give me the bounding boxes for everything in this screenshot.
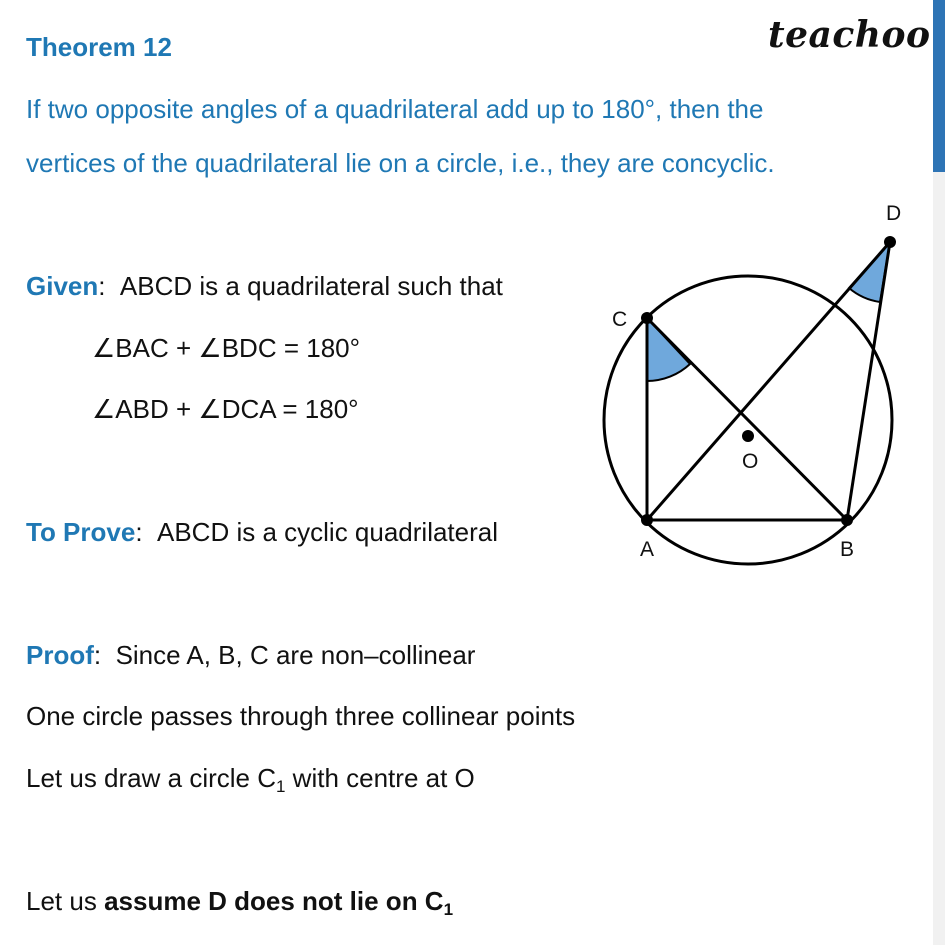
proof-line-3 (26, 763, 475, 794)
proof-line (26, 640, 475, 671)
label-a: A (640, 538, 655, 561)
given-colon: : (98, 271, 120, 301)
point-d (884, 236, 896, 248)
proof-line-4 (26, 886, 453, 917)
teachoo-logo: teachoo (768, 14, 931, 56)
theorem-statement-line2: vertices of the quadrilateral lie on a circle, i.e., they are concyclic. (26, 148, 775, 178)
proof-colon: : (93, 640, 116, 670)
to-prove-text: ABCD is a cyclic quadrilateral (157, 517, 499, 547)
point-b (841, 514, 853, 526)
segment-cb (647, 318, 847, 520)
label-c: C (612, 308, 628, 331)
proof-line-3-text: Let us draw a circle C (26, 763, 276, 793)
proof-line-3-rest: with centre at O (285, 763, 475, 793)
vertical-scrollbar[interactable] (933, 0, 945, 945)
theorem-title: Theorem 12 (26, 32, 172, 62)
theorem-statement-line1: If two opposite angles of a quadrilateral add up to 180°, then the (26, 94, 764, 124)
proof-line-4-bold: assume D does not lie on C (104, 886, 444, 916)
given-label: Given (26, 271, 99, 301)
point-a (641, 514, 653, 526)
point-o (742, 430, 754, 442)
given-line (26, 271, 503, 302)
given-text: ABCD is a quadrilateral such that (119, 271, 503, 301)
label-o: O (742, 450, 759, 473)
proof-line-4-text: Let us (26, 886, 105, 916)
given-equation-2: ∠ABD + ∠DCA = 180° (92, 394, 359, 424)
label-d: D (886, 202, 902, 225)
to-prove-colon: : (135, 517, 157, 547)
point-c (641, 312, 653, 324)
cyclic-quadrilateral-figure (590, 195, 910, 575)
label-b: B (840, 538, 855, 561)
proof-text: Since A, B, C are non–collinear (115, 640, 476, 670)
to-prove-line (26, 517, 498, 548)
given-equation-1: ∠BAC + ∠BDC = 180° (92, 333, 361, 363)
proof-line-3-subscript: 1 (275, 777, 286, 796)
proof-line-4-subscript: 1 (443, 900, 454, 919)
proof-line-2: One circle passes through three collinear points (26, 701, 576, 731)
to-prove-label: To Prove (26, 517, 136, 547)
angle-c-shade (647, 318, 690, 381)
proof-label: Proof (26, 640, 94, 670)
scrollbar-thumb[interactable] (933, 0, 945, 172)
